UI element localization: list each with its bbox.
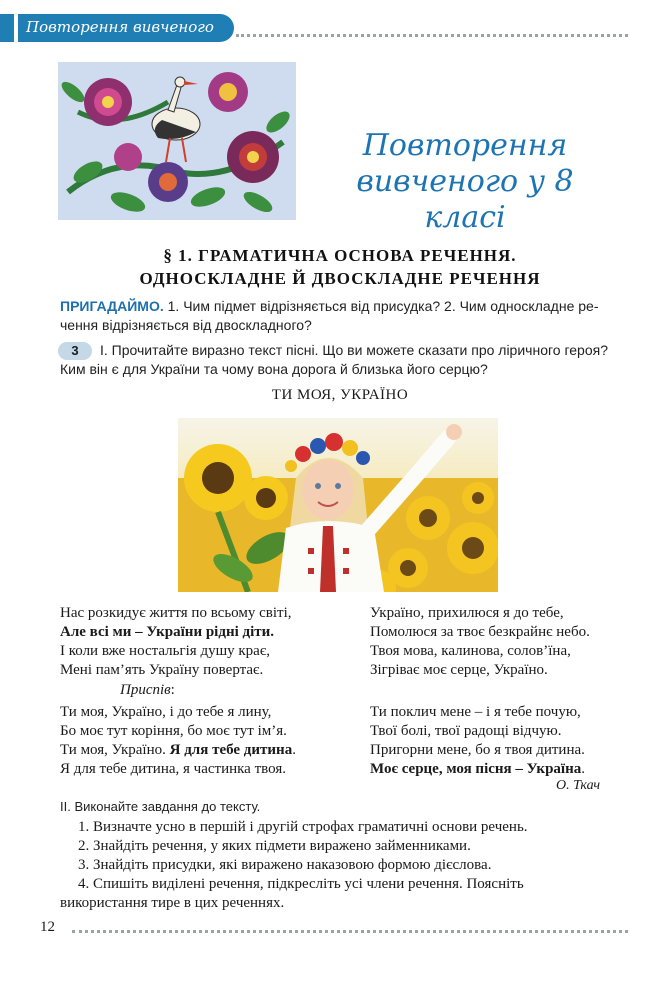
chapter-title-line2: вивченого у 8 класі xyxy=(356,164,574,235)
poem-line: Зігріває моє серце, Україно. xyxy=(370,662,548,678)
poem-line: Твої болі, твої радощі відчую. xyxy=(370,723,562,739)
poem-line-period: . xyxy=(581,761,585,777)
chapter-title-line1: Повторення xyxy=(362,128,568,163)
section-title-line1: § 1. ГРАМАТИЧНА ОСНОВА РЕЧЕННЯ. xyxy=(163,246,517,265)
remember-block xyxy=(60,297,620,335)
poem-line-bold: Але всі ми – України рідні діти. xyxy=(60,624,275,640)
poem-line-period: . xyxy=(292,742,296,758)
page-number: 12 xyxy=(40,919,55,935)
poem-line-bold-part: Я для тебе дитина xyxy=(169,742,293,758)
chorus-label-text: Приспів xyxy=(120,682,171,698)
exercise-number-badge: 3 xyxy=(58,342,92,360)
task-item: 3. Знайдіть присудки, які виражено наказовою формою дієслова. xyxy=(78,857,492,873)
poem-line: Нас розкидує життя по всьому світі, xyxy=(60,605,292,621)
poem-line-part: Ти моя, Україно. xyxy=(60,742,170,758)
poem-line: Ти моя, Україно, і до тебе я лину, xyxy=(60,704,272,720)
section-title-line2: ОДНОСКЛАДНЕ Й ДВОСКЛАДНЕ РЕЧЕННЯ xyxy=(139,269,541,288)
poem-line: Україно, прихилюся я до тебе, xyxy=(370,605,564,621)
poem-line-mixed xyxy=(60,741,296,760)
poem-line: Мені пам’ять Україну повертає. xyxy=(60,662,264,678)
poem-line-bold-part: Моє серце, моя пісня – Україна xyxy=(370,761,582,777)
remember-text-line2: чення відрізняється від двоскладного? xyxy=(60,317,312,333)
chorus-label-colon: : xyxy=(170,682,175,698)
task-item-continuation: використання тире в цих реченнях. xyxy=(60,895,285,911)
chapter-title xyxy=(330,128,600,236)
chorus-label xyxy=(120,682,175,699)
sunflower-girl-photo xyxy=(178,418,498,592)
poem-line: Бо моє тут коріння, бо моє тут ім’я. xyxy=(60,723,287,739)
poem-line-mixed xyxy=(370,760,585,779)
header-accent-bar xyxy=(0,14,14,42)
exercise-text-line1: І. Прочитайте виразно текст пісні. Що ви можете сказати про ліричного героя? xyxy=(100,342,608,358)
poem-left-stanza2 xyxy=(60,703,296,779)
remember-text-line1: 1. Чим підмет відрізняється від присудка? 2. Чим односкладне ре- xyxy=(163,298,599,314)
poem-left-stanza1 xyxy=(60,604,292,680)
remember-label: ПРИГАДАЙМО. xyxy=(60,298,164,314)
task-item: 1. Визначте усно в першій і другій строфах граматичні основи речень. xyxy=(78,819,528,835)
song-title: ТИ МОЯ, УКРАЇНО xyxy=(271,387,409,403)
poem-line: Ти поклич мене – і я тебе почую, xyxy=(370,704,581,720)
exercise-text-line2: Ким він є для України та чому вона дорога й близька його серцю? xyxy=(60,361,488,377)
tasks-list xyxy=(60,818,624,913)
poem-line: І коли вже ностальгія душу крає, xyxy=(60,643,271,659)
header-title: Повторення вивченого xyxy=(26,18,214,36)
poem-line: Помолюся за твоє безкрайнє небо. xyxy=(370,624,590,640)
poem-line: Пригорни мене, бо я твоя дитина. xyxy=(370,742,585,758)
header-dotted-rule xyxy=(236,34,628,37)
footer-dotted-rule xyxy=(72,930,628,933)
poem-line: Твоя мова, калинова, солов’їна, xyxy=(370,643,571,659)
song-author: О. Ткач xyxy=(556,778,601,793)
poem-right-stanza2 xyxy=(370,703,585,779)
folk-ornament-illustration xyxy=(58,62,296,220)
task-item: 4. Спишіть виділені речення, підкресліть усі члени речення. Поясніть xyxy=(78,876,524,892)
poem-right-stanza1 xyxy=(370,604,590,680)
poem-line: Я для тебе дитина, я частинка твоя. xyxy=(60,761,286,777)
tasks-intro: ІІ. Виконайте завдання до тексту. xyxy=(60,799,261,814)
task-item: 2. Знайдіть речення, у яких підмети виражено займенниками. xyxy=(78,838,471,854)
